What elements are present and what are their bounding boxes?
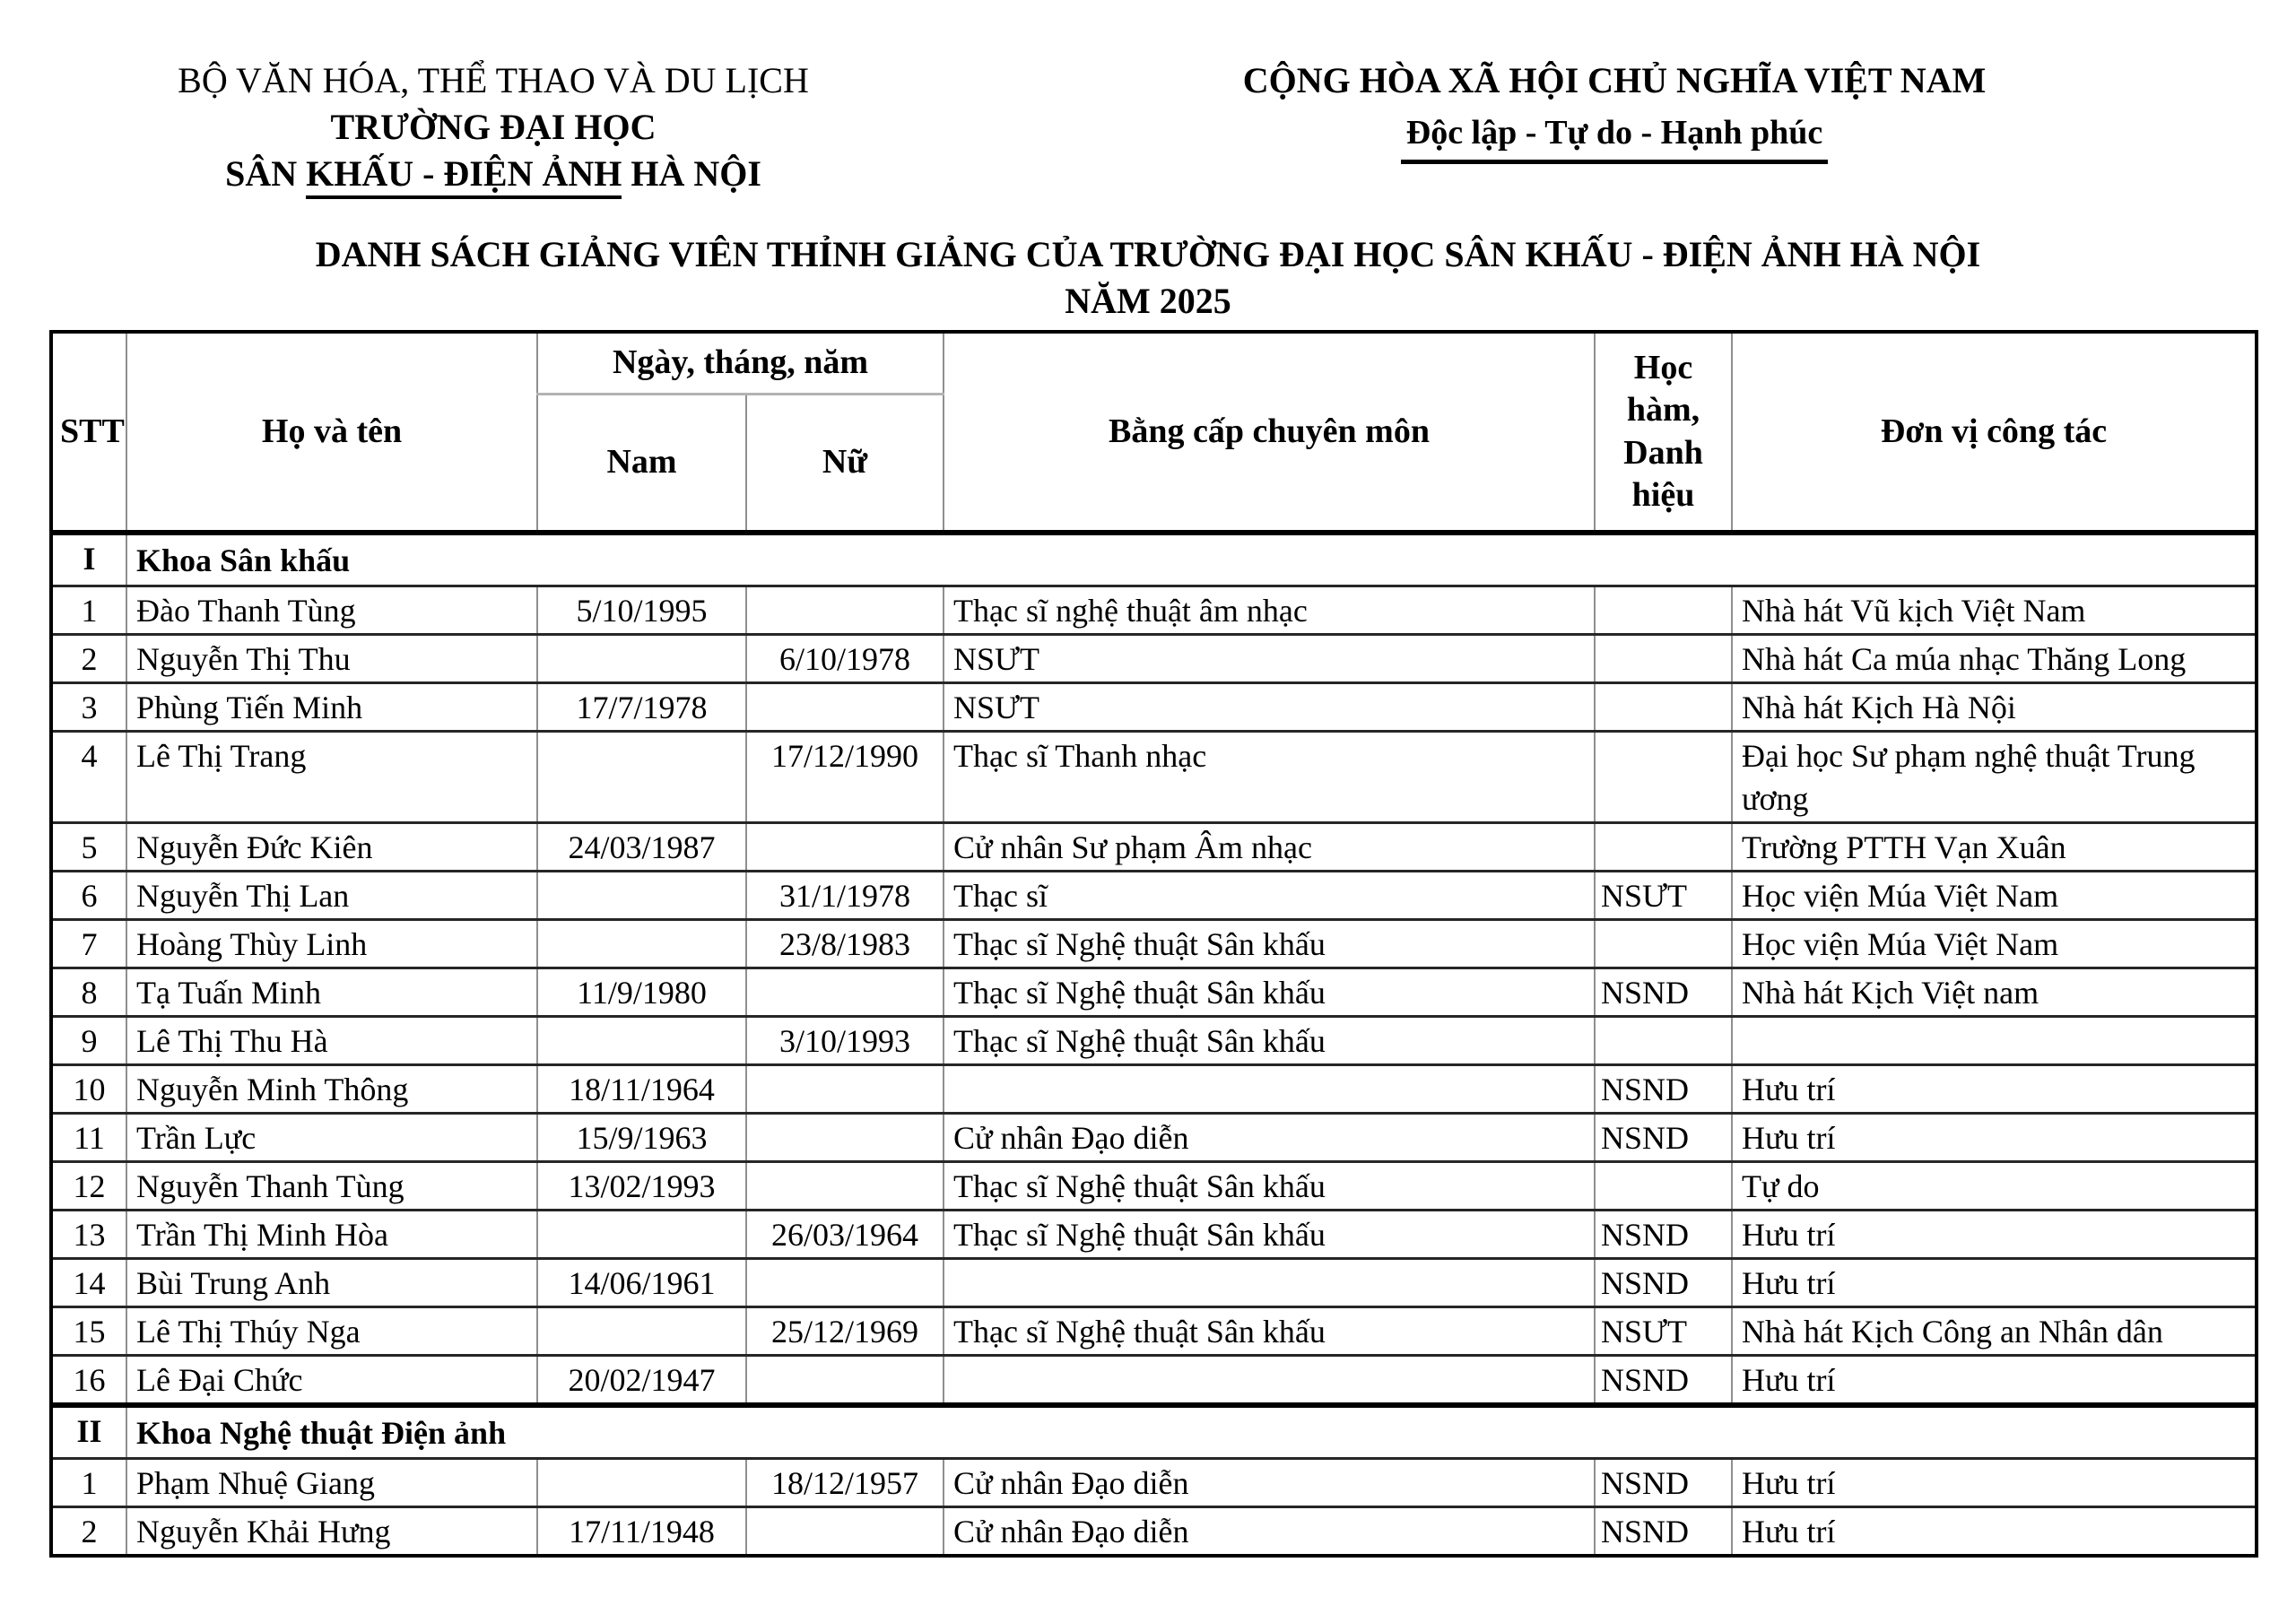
cell-workplace: Học viện Múa Việt Nam <box>1732 920 2257 968</box>
cell-workplace: Nhà hát Kịch Công an Nhân dân <box>1732 1307 2257 1356</box>
cell-dob-female <box>746 1065 944 1114</box>
national-title-line: CỘNG HÒA XÃ HỘI CHỦ NGHĨA VIỆT NAM <box>1242 60 1987 100</box>
cell-name: Nguyễn Khải Hưng <box>126 1507 537 1557</box>
cell-degree: Cử nhân Sư phạm Âm nhạc <box>944 823 1595 872</box>
cell-dob-female: 26/03/1964 <box>746 1211 944 1259</box>
cell-degree: Thạc sĩ Nghệ thuật Sân khấu <box>944 968 1595 1017</box>
cell-honor: NSND <box>1595 1259 1732 1307</box>
cell-dob-female <box>746 1114 944 1162</box>
cell-dob-male: 17/7/1978 <box>537 683 746 732</box>
cell-stt: 9 <box>51 1017 126 1065</box>
cell-stt: 4 <box>51 732 126 823</box>
cell-dob-female: 17/12/1990 <box>746 732 944 823</box>
lecturer-row <box>51 1259 2257 1307</box>
cell-stt: 7 <box>51 920 126 968</box>
cell-dob-male <box>537 920 746 968</box>
cell-workplace: Nhà hát Kịch Hà Nội <box>1732 683 2257 732</box>
cell-dob-male <box>537 1017 746 1065</box>
cell-name: Bùi Trung Anh <box>126 1259 537 1307</box>
cell-dob-male <box>537 732 746 823</box>
cell-dob-female: 23/8/1983 <box>746 920 944 968</box>
cell-degree: Cử nhân Đạo diễn <box>944 1459 1595 1507</box>
doc-title-line-1: DANH SÁCH GIẢNG VIÊN THỈNH GIẢNG CỦA TRƯỜNG ĐẠI HỌC SÂN KHẤU - ĐIỆN ẢNH HÀ NỘI <box>315 234 1981 274</box>
header-dob-group: Ngày, tháng, năm <box>537 332 944 395</box>
cell-name: Lê Thị Thúy Nga <box>126 1307 537 1356</box>
cell-dob-female <box>746 1507 944 1557</box>
cell-workplace: Hưu trí <box>1732 1507 2257 1557</box>
cell-workplace: Tự do <box>1732 1162 2257 1211</box>
cell-dob-male <box>537 872 746 920</box>
cell-dob-female <box>746 968 944 1017</box>
university-name-line-2 <box>135 151 852 197</box>
cell-workplace: Học viện Múa Việt Nam <box>1732 872 2257 920</box>
cell-name: Nguyễn Thị Thu <box>126 635 537 683</box>
cell-name: Phạm Nhuệ Giang <box>126 1459 537 1507</box>
cell-workplace: Nhà hát Kịch Việt nam <box>1732 968 2257 1017</box>
lecturer-row <box>51 1211 2257 1259</box>
cell-dob-male: 20/02/1947 <box>537 1356 746 1406</box>
university-name-pre: SÂN <box>225 153 307 194</box>
cell-honor <box>1595 1162 1732 1211</box>
cell-dob-female: 31/1/1978 <box>746 872 944 920</box>
lecturer-row <box>51 635 2257 683</box>
header-workplace: Đơn vị công tác <box>1732 332 2257 533</box>
cell-dob-male: 5/10/1995 <box>537 586 746 635</box>
cell-name: Nguyễn Đức Kiên <box>126 823 537 872</box>
cell-workplace: Hưu trí <box>1732 1065 2257 1114</box>
cell-name: Nguyễn Thanh Tùng <box>126 1162 537 1211</box>
cell-workplace: Nhà hát Ca múa nhạc Thăng Long <box>1732 635 2257 683</box>
lecturers-table-container <box>49 330 2258 1558</box>
cell-workplace: Trường PTTH Vạn Xuân <box>1732 823 2257 872</box>
section-numeral: I <box>51 533 126 586</box>
cell-degree: Thạc sĩ Nghệ thuật Sân khấu <box>944 920 1595 968</box>
cell-name: Đào Thanh Tùng <box>126 586 537 635</box>
cell-stt: 1 <box>51 586 126 635</box>
cell-honor: NSND <box>1595 968 1732 1017</box>
lecturer-row <box>51 968 2257 1017</box>
lecturer-row <box>51 732 2257 823</box>
cell-workplace: Hưu trí <box>1732 1114 2257 1162</box>
lecturer-row <box>51 1065 2257 1114</box>
cell-dob-female <box>746 683 944 732</box>
cell-honor <box>1595 586 1732 635</box>
header-stt: STT <box>51 332 126 533</box>
section-row <box>51 533 2257 586</box>
cell-stt: 5 <box>51 823 126 872</box>
cell-name: Lê Thị Trang <box>126 732 537 823</box>
header-dob-female: Nữ <box>746 395 944 534</box>
header-dob-male: Nam <box>537 395 746 534</box>
cell-name: Tạ Tuấn Minh <box>126 968 537 1017</box>
cell-honor <box>1595 920 1732 968</box>
lecturer-row <box>51 683 2257 732</box>
cell-name: Nguyễn Minh Thông <box>126 1065 537 1114</box>
lecturer-row <box>51 1507 2257 1557</box>
cell-name: Phùng Tiến Minh <box>126 683 537 732</box>
cell-honor: NSƯT <box>1595 872 1732 920</box>
cell-degree: Thạc sĩ nghệ thuật âm nhạc <box>944 586 1595 635</box>
cell-stt: 16 <box>51 1356 126 1406</box>
section-row <box>51 1405 2257 1459</box>
cell-dob-female: 25/12/1969 <box>746 1307 944 1356</box>
lecturer-row <box>51 1459 2257 1507</box>
cell-degree: NSƯT <box>944 683 1595 732</box>
cell-stt: 10 <box>51 1065 126 1114</box>
cell-honor: NSND <box>1595 1459 1732 1507</box>
cell-honor <box>1595 683 1732 732</box>
section-title: Khoa Nghệ thuật Điện ảnh <box>126 1405 2257 1459</box>
table-body <box>51 533 2257 1556</box>
table-header-row <box>51 332 2257 395</box>
cell-dob-male <box>537 1211 746 1259</box>
cell-dob-male <box>537 635 746 683</box>
cell-dob-female: 3/10/1993 <box>746 1017 944 1065</box>
cell-dob-female <box>746 586 944 635</box>
cell-degree: Thạc sĩ Nghệ thuật Sân khấu <box>944 1211 1595 1259</box>
cell-stt: 8 <box>51 968 126 1017</box>
issuing-org-block <box>135 57 852 197</box>
cell-dob-male: 18/11/1964 <box>537 1065 746 1114</box>
cell-name: Trần Thị Minh Hòa <box>126 1211 537 1259</box>
cell-degree: Cử nhân Đạo diễn <box>944 1507 1595 1557</box>
national-motto-line: Độc lập - Tự do - Hạnh phúc <box>1401 109 1829 164</box>
cell-stt: 6 <box>51 872 126 920</box>
cell-dob-female <box>746 1356 944 1406</box>
ministry-line: BỘ VĂN HÓA, THỂ THAO VÀ DU LỊCH <box>178 60 809 100</box>
cell-degree: Thạc sĩ <box>944 872 1595 920</box>
header-honor: Học hàm, Danh hiệu <box>1595 332 1732 533</box>
cell-name: Nguyễn Thị Lan <box>126 872 537 920</box>
cell-workplace: Đại học Sư phạm nghệ thuật Trung ương <box>1732 732 2257 823</box>
lecturer-row <box>51 1114 2257 1162</box>
cell-honor: NSƯT <box>1595 1307 1732 1356</box>
cell-dob-female: 6/10/1978 <box>746 635 944 683</box>
cell-honor <box>1595 1017 1732 1065</box>
cell-dob-female <box>746 1162 944 1211</box>
cell-degree <box>944 1356 1595 1406</box>
cell-stt: 11 <box>51 1114 126 1162</box>
cell-workplace: Nhà hát Vũ kịch Việt Nam <box>1732 586 2257 635</box>
cell-honor: NSND <box>1595 1356 1732 1406</box>
lecturer-row <box>51 1017 2257 1065</box>
university-name-line-1: TRƯỜNG ĐẠI HỌC <box>330 107 657 147</box>
cell-honor: NSND <box>1595 1507 1732 1557</box>
cell-dob-female: 18/12/1957 <box>746 1459 944 1507</box>
document-title <box>108 231 2188 325</box>
cell-honor <box>1595 823 1732 872</box>
lecturer-row <box>51 1356 2257 1406</box>
university-name-post: HÀ NỘI <box>622 153 761 194</box>
section-title: Khoa Sân khấu <box>126 533 2257 586</box>
cell-stt: 12 <box>51 1162 126 1211</box>
cell-honor <box>1595 635 1732 683</box>
cell-dob-male: 15/9/1963 <box>537 1114 746 1162</box>
cell-honor <box>1595 732 1732 823</box>
cell-stt: 2 <box>51 635 126 683</box>
cell-degree: NSƯT <box>944 635 1595 683</box>
cell-workplace: Hưu trí <box>1732 1356 2257 1406</box>
lecturer-row <box>51 920 2257 968</box>
lecturer-row <box>51 1162 2257 1211</box>
cell-dob-male <box>537 1307 746 1356</box>
cell-dob-male: 11/9/1980 <box>537 968 746 1017</box>
cell-stt: 15 <box>51 1307 126 1356</box>
cell-stt: 1 <box>51 1459 126 1507</box>
cell-dob-male: 14/06/1961 <box>537 1259 746 1307</box>
cell-dob-male: 13/02/1993 <box>537 1162 746 1211</box>
cell-honor: NSND <box>1595 1114 1732 1162</box>
cell-degree: Thạc sĩ Nghệ thuật Sân khấu <box>944 1017 1595 1065</box>
cell-degree: Thạc sĩ Nghệ thuật Sân khấu <box>944 1307 1595 1356</box>
national-motto-block <box>1184 57 2045 164</box>
cell-stt: 13 <box>51 1211 126 1259</box>
lecturer-row <box>51 823 2257 872</box>
cell-workplace: Hưu trí <box>1732 1211 2257 1259</box>
cell-dob-male <box>537 1459 746 1507</box>
cell-stt: 14 <box>51 1259 126 1307</box>
cell-dob-male: 24/03/1987 <box>537 823 746 872</box>
university-name-underlined: KHẤU - ĐIỆN ẢNH <box>306 153 622 199</box>
lecturers-table <box>49 330 2258 1558</box>
cell-degree <box>944 1065 1595 1114</box>
cell-name: Trần Lực <box>126 1114 537 1162</box>
cell-dob-male: 17/11/1948 <box>537 1507 746 1557</box>
cell-name: Lê Đại Chức <box>126 1356 537 1406</box>
cell-honor: NSND <box>1595 1211 1732 1259</box>
cell-stt: 2 <box>51 1507 126 1557</box>
cell-name: Lê Thị Thu Hà <box>126 1017 537 1065</box>
cell-stt: 3 <box>51 683 126 732</box>
cell-honor: NSND <box>1595 1065 1732 1114</box>
cell-workplace <box>1732 1017 2257 1065</box>
lecturer-row <box>51 872 2257 920</box>
cell-degree <box>944 1259 1595 1307</box>
cell-workplace: Hưu trí <box>1732 1259 2257 1307</box>
cell-name: Hoàng Thùy Linh <box>126 920 537 968</box>
cell-dob-female <box>746 823 944 872</box>
header-degree: Bằng cấp chuyên môn <box>944 332 1595 533</box>
doc-title-line-2: NĂM 2025 <box>1065 281 1231 321</box>
lecturer-row <box>51 586 2257 635</box>
cell-degree: Thạc sĩ Nghệ thuật Sân khấu <box>944 1162 1595 1211</box>
cell-degree: Thạc sĩ Thanh nhạc <box>944 732 1595 823</box>
cell-dob-female <box>746 1259 944 1307</box>
lecturer-row <box>51 1307 2257 1356</box>
header-name: Họ và tên <box>126 332 537 533</box>
cell-workplace: Hưu trí <box>1732 1459 2257 1507</box>
section-numeral: II <box>51 1405 126 1459</box>
cell-degree: Cử nhân Đạo diễn <box>944 1114 1595 1162</box>
